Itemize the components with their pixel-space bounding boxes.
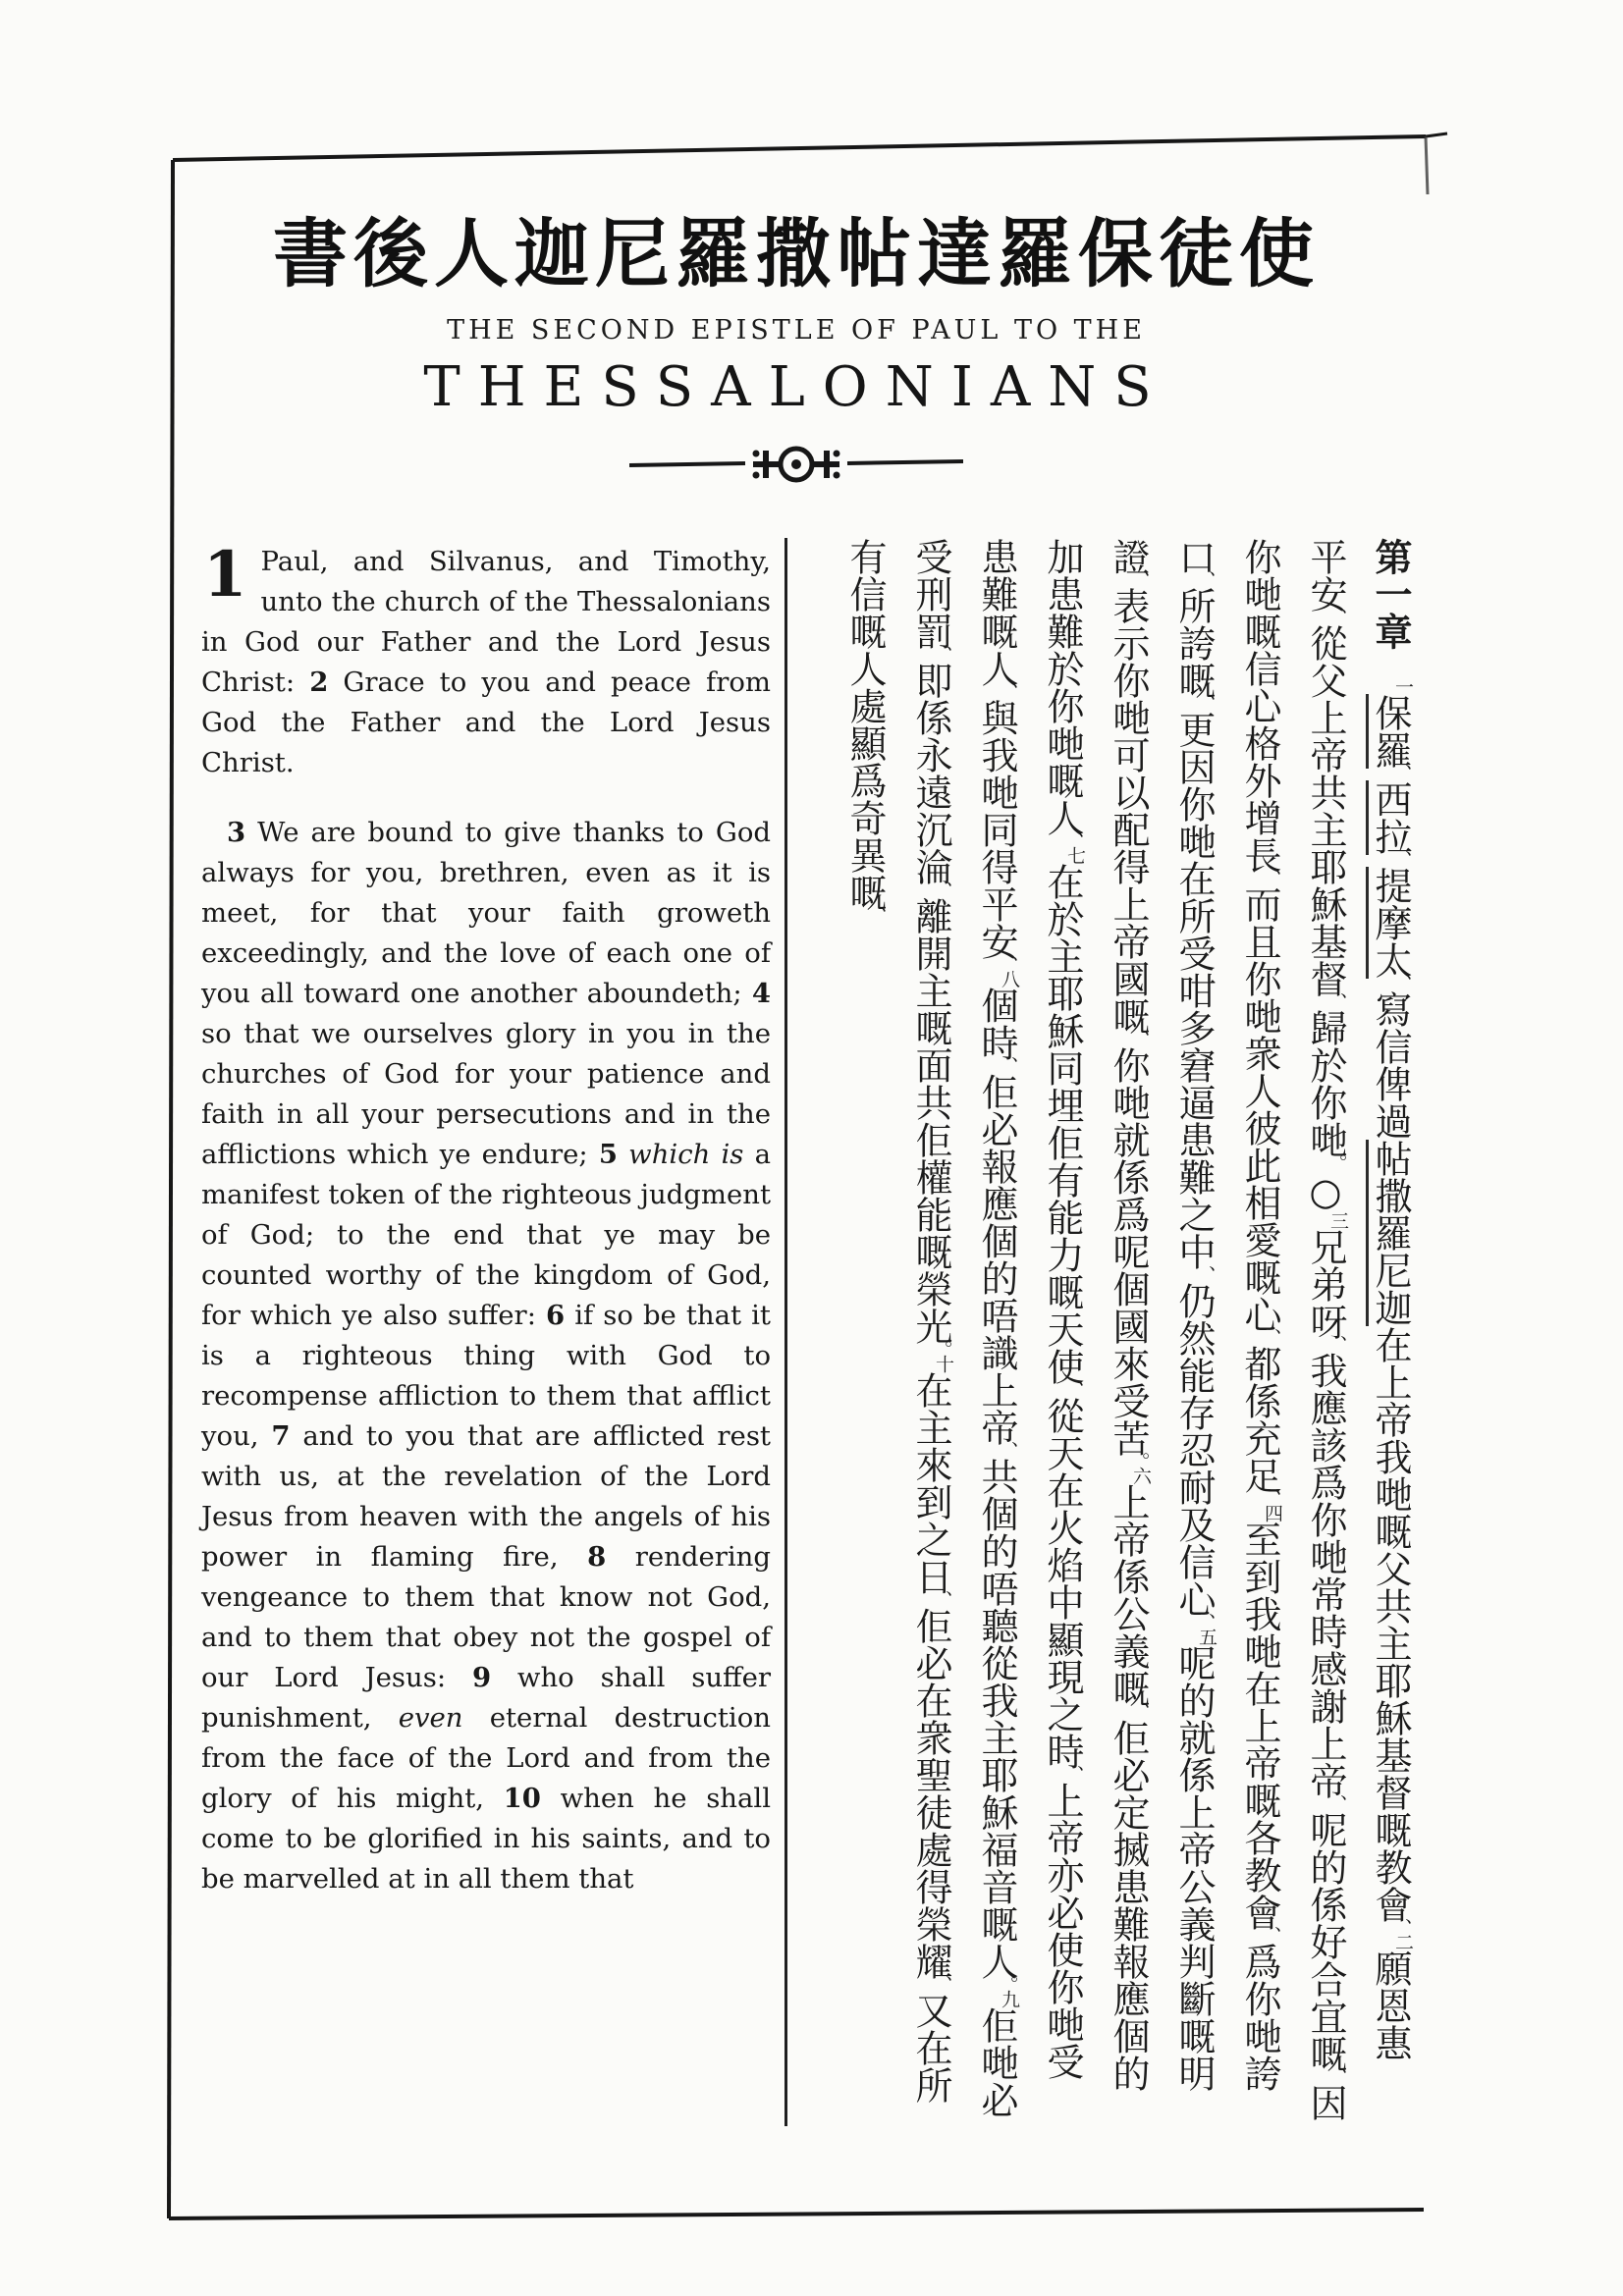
chapter-heading-cjk: 第一章 [1369, 538, 1413, 650]
verse-number-cjk: 九 [999, 1990, 1020, 2008]
chinese-book-title: 書後人迦尼羅撒帖達羅保徒使 [273, 210, 1320, 297]
divider-ornament-icon [169, 441, 1424, 486]
proper-name-marked: 提摩太 [1366, 867, 1412, 979]
verse-number-cjk: 十 [933, 1355, 954, 1373]
verse-number-cjk: 七 [1064, 846, 1086, 865]
chinese-column: 口、所誇嘅、更因你哋在所受咁多窘逼患難之中、仍然能存忍耐及信心、五呢的就係上帝公義判斷嘅明 [1172, 538, 1217, 2092]
english-paragraph: 3 We are bound to give thanks to God always for you, brethren, even as it is meet, for that your faith groweth exceedingly, and the love of each one of you all toward one another aboundeth; 4 so that we ourselves glory in you in the churches of God for your patience and faith in all your persecutions and in the afflictions which ye endure; 5 which is a manifest token of the righteous judgment of God; to the end that ye may be counted worthy of the kingdom of God, for which ye also suffer: 6 if so be that it is a righteous thing with God to recompense affliction to them that afflict you, 7 and to you that are afflicted rest with us, at the revelation of the Lord Jesus from heaven with the angels of his power in flaming fire, 8 rendering vengeance to them that know not God, and to them that obey not the gospel of our Lord Jesus: 9 who shall suffer punishment, even eternal destruction from the face of the Lord and from the glory of his might, 10 when he shall come to be glorified in his saints, and to be marvelled at in all them that [201, 817, 772, 1895]
verse-number-cjk: 二 [1392, 1933, 1414, 1951]
column-divider-rule [784, 538, 787, 2126]
page-header [169, 0, 1424, 486]
verse-number: 6 [546, 1300, 566, 1331]
english-book-title: THESSALONIANS [423, 355, 1169, 419]
english-subtitle: THE SECOND EPISTLE OF PAUL TO THE [447, 315, 1146, 346]
verse-number: 4 [751, 978, 771, 1009]
proper-name-marked: 西拉 [1366, 780, 1412, 855]
chapter-number-drop-cap: 1 [203, 538, 247, 612]
english-text-column [201, 538, 772, 2132]
verse-number-cjk: 三 [1327, 1211, 1349, 1230]
chinese-column: 患難嘅人、與我哋同得平安、八個時、佢必報應個的唔識上帝、共個的唔聽從我主耶穌福音嘅人。九佢哋必 [975, 538, 1020, 2118]
verse-number-cjk: 五 [1196, 1628, 1217, 1646]
verse-number: 9 [471, 1662, 492, 1693]
chinese-column: 有信嘅人處顯爲奇異嘅、 [843, 538, 888, 926]
verse-number-cjk: 六 [1130, 1467, 1152, 1485]
verse-number-cjk: 一 [1392, 677, 1414, 696]
verse-number: 3 [227, 817, 246, 848]
verse-number: 8 [587, 1541, 607, 1573]
verse-number: 5 [598, 1139, 618, 1170]
verse-number-cjk: 八 [999, 970, 1020, 988]
verse-number: 2 [309, 667, 329, 698]
chinese-column: 你哋嘅信心格外增長、而且你哋衆人彼此相愛嘅心、都係充足、四至到我哋在上帝嘅各教會、爲你哋誇 [1238, 538, 1283, 2092]
english-paragraph: 1 Paul, and Silvanus, and Timothy, unto the church of the Thessalonians in God our Father and the Lord Jesus Christ: 2 Grace to you and peace from God the Father and the Lord Jesus Christ. [201, 538, 771, 778]
chinese-column: 加患難於你哋嘅人、七在於主耶穌同埋佢有能力嘅天使、從天在火焰中顯現之時、上帝亦必使你哋受 [1041, 538, 1086, 2080]
chinese-column: 證、表示你哋可以配得上帝國嘅、你哋就係爲呢個國來受苦。六上帝係公義嘅、佢必定搣患難報應個的 [1107, 538, 1152, 2092]
proper-name-marked: 帖撒羅尼迦 [1366, 1140, 1412, 1326]
chinese-text-column [803, 538, 1424, 2128]
chinese-column: 受刑罰、即係永遠沉淪、離開主嘅面共佢權能嘅榮光。十在主來到之日、佢必在衆聖徒處得榮耀、又在所 [909, 538, 954, 2104]
chinese-column: 第一章一保羅、西拉、提摩太、寫信俾過帖撒羅尼迦在上帝我哋嘅父共主耶穌基督嘅教會、二願恩惠 [1358, 538, 1424, 2128]
proper-name-marked: 保羅 [1366, 694, 1412, 769]
chinese-column: 平安、從父上帝共主耶穌基督、歸於你哋。○三兄弟呀、我應該爲你哋常時感謝上帝、呢的係好合宜嘅、因 [1304, 538, 1349, 2121]
verse-number-cjk: 四 [1262, 1504, 1283, 1522]
verse-number: 7 [271, 1420, 291, 1452]
verse-number: 10 [503, 1783, 541, 1814]
